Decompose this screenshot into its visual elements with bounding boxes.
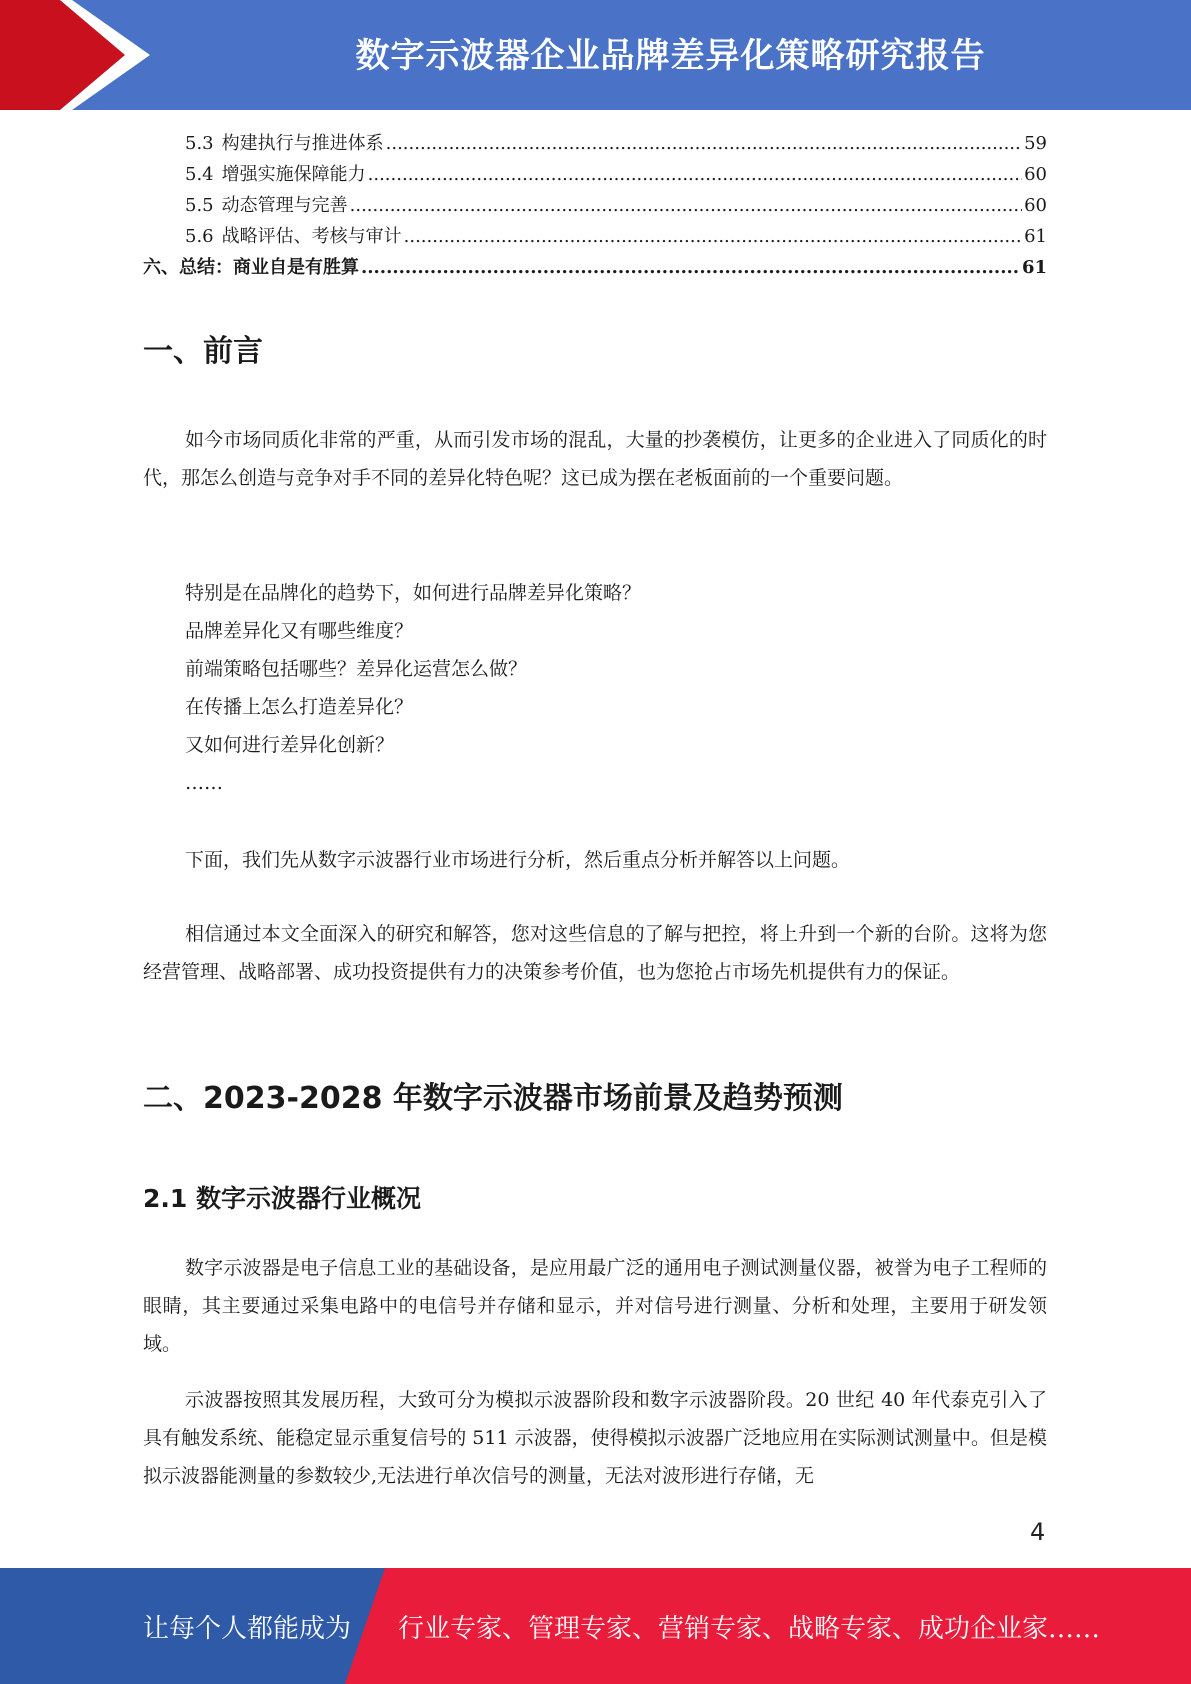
toc-entry[interactable] (143, 221, 1047, 252)
toc-leader (386, 128, 1022, 159)
toc-entry-page: 59 (1024, 133, 1047, 154)
value-paragraph: 相信通过本文全面深入的研究和解答，您对这些信息的了解与把控，将上升到一个新的台阶。这将为您经营管理、战略部署、成功投资提供有力的决策参考价值，也为您抢占市场先机提供有力的保证。 (143, 923, 1047, 983)
toc-leader (368, 159, 1022, 190)
overview-paragraph: 数字示波器是电子信息工业的基础设备，是应用最广泛的通用电子测试测量仪器，被誉为电子工程师的眼睛，其主要通过采集电路中的电信号并存储和显示，并对信号进行测量、分析和处理，主要用于研发领域。 (143, 1257, 1047, 1355)
toc-entry-label: 增强实施保障能力 (221, 164, 366, 185)
footer-slogan-left: 让每个人都能成为 (143, 1613, 352, 1644)
page-header (0, 0, 1191, 110)
toc-entry-page: 60 (1024, 195, 1047, 216)
toc-entry-number: 5.6 (185, 226, 214, 247)
analysis-intro-paragraph: 下面，我们先从数字示波器行业市场进行分析，然后重点分析并解答以上问题。 (185, 849, 851, 871)
toc-entry-label: 构建执行与推进体系 (221, 133, 384, 154)
toc-entry-page: 61 (1024, 226, 1047, 247)
toc-entry-label: 动态管理与完善 (221, 195, 348, 216)
report-title: 数字示波器企业品牌差异化策略研究报告 (355, 35, 986, 76)
toc-leader (404, 221, 1022, 252)
question-list (185, 574, 641, 802)
toc-entry-label: 六、总结：商业自是有胜算 (143, 257, 359, 278)
toc-leader (361, 252, 1020, 283)
subsection-heading-overview: 2.1 数字示波器行业概况 (143, 1184, 421, 1213)
question-item: …… (185, 772, 223, 794)
toc-entry[interactable] (143, 252, 1047, 283)
toc-entry-number: 5.5 (185, 195, 214, 216)
toc-entry-page: 60 (1024, 164, 1047, 185)
toc-entry-label: 战略评估、考核与审计 (221, 226, 402, 247)
history-paragraph: 示波器按照其发展历程，大致可分为模拟示波器阶段和数字示波器阶段。20 世纪 40 年代泰克引入了具有触发系统、能稳定显示重复信号的 511 示波器，使得模拟示波器广泛地应用在实际测试测量中。但是模拟示波器能测量的参数较少,无法进行单次信号的测量，无法对波形进行存储，无 (143, 1389, 1047, 1487)
toc-leader (350, 190, 1022, 221)
preface-paragraph: 如今市场同质化非常的严重，从而引发市场的混乱，大量的抄袭模仿，让更多的企业进入了同质化的时代，那怎么创造与竞争对手不同的差异化特色呢？这已成为摆在老板面前的一个重要问题。 (143, 429, 1047, 489)
toc-entry-number: 5.4 (185, 164, 214, 185)
toc-entry[interactable] (143, 128, 1047, 159)
question-item: 前端策略包括哪些？差异化运营怎么做？ (185, 658, 528, 680)
question-item: 品牌差异化又有哪些维度？ (185, 620, 414, 642)
question-item: 在传播上怎么打造差异化？ (185, 696, 414, 718)
page-number: 4 (1030, 1518, 1046, 1546)
section-heading-preface: 一、前言 (143, 334, 263, 369)
toc-entry-number: 5.3 (185, 133, 214, 154)
question-item: 又如何进行差异化创新？ (185, 734, 395, 756)
footer-slogan-right: 行业专家、管理专家、营销专家、战略专家、成功企业家…… (398, 1613, 1101, 1644)
toc-list (143, 128, 1047, 283)
question-item: 特别是在品牌化的趋势下，如何进行品牌差异化策略？ (185, 582, 642, 604)
page-content (143, 128, 1047, 1487)
toc-entry[interactable] (143, 159, 1047, 190)
page-footer (0, 1568, 1191, 1684)
section-heading-market-outlook: 二、2023-2028 年数字示波器市场前景及趋势预测 (143, 1081, 843, 1116)
toc-entry-page: 61 (1021, 257, 1047, 278)
toc-entry[interactable] (143, 190, 1047, 221)
